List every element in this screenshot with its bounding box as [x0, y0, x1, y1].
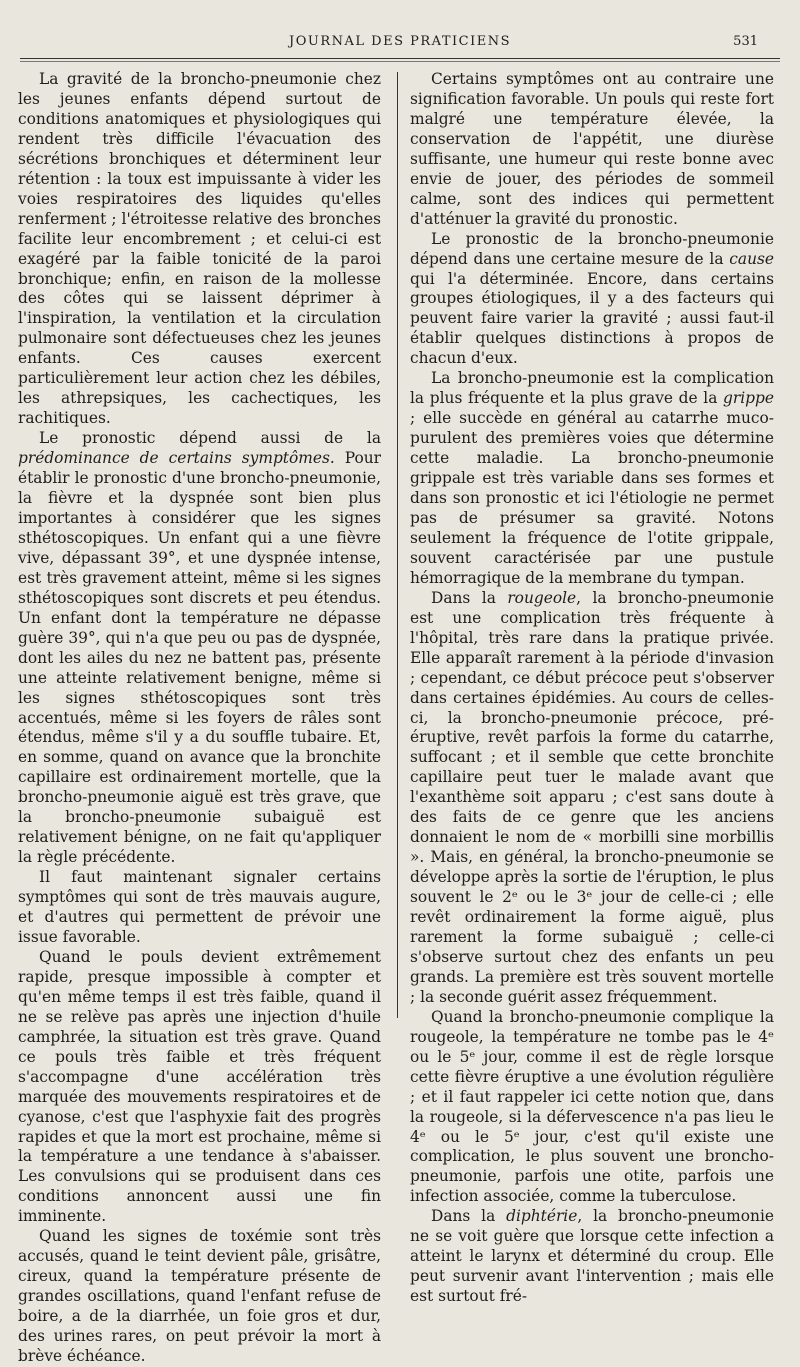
paragraph: [410, 230, 774, 370]
text-run: Quand les signes de toxémie sont très accusés, quand le teint devient pâle, grisâtre, cireux, quand la température présente de grandes oscillations, quand l'enfant refuse de boire, a de la diarrhée, un foie gros et dur, des urines rares, on peut prévoir la mort à brève échéance.: [18, 1227, 381, 1365]
header-rule: [20, 58, 780, 62]
paragraph: [410, 369, 774, 588]
right-column: [410, 70, 774, 1307]
text-run: Dans la: [431, 1207, 507, 1226]
paragraph: [18, 70, 381, 429]
text-run: La gravité de la broncho-pneumonie chez les jeunes enfants dépend surtout de conditions anatomiques et physiologiques qui rendent très difficile l'évacuation des sécrétions bronchiques et déterminent leur rétention : la toux est impuissante à vider les voies respiratoires des liquides qu'elles renferment ; l'étroitesse relative des bronches facilite leur encombrement ; et celui-ci est exagéré par la faible tonicité de la paroi bronchique; enfin, en raison de la mollesse des côtes qui se laissent déprimer à l'inspiration, la ventilation et la circulation pulmonaire sont défectueuses chez les jeunes enfants. Ces causes exercent particulièrement leur action chez les débiles, les athrepsiques, les cachectiques, les rachitiques.: [18, 70, 381, 428]
text-run: Quand la broncho-pneumonie complique la rougeole, la température ne tombe pas le 4ᵉ ou le 5ᵉ jour, comme il est de règle lorsque cette fièvre éruptive a une évolution régulière ; et il faut rappeler ici cette notion que, dans la rougeole, si la défervescence n'a pas lieu le 4ᵉ ou le 5ᵉ jour, c'est qu'il existe une complication, le plus souvent une broncho-pneumonie, parfois une otite, parfois une infection associée, comme la tuberculose.: [410, 1007, 774, 1206]
paragraph: [410, 589, 774, 1008]
text-run: , la broncho-pneumonie ne se voit guère que lorsque cette infection a atteint le larynx et déterminé du croup. Elle peut survenir avant l'intervention ; mais elle est surtout fré-: [410, 1207, 774, 1306]
italic-text: cause: [729, 249, 774, 268]
text-run: La broncho-pneumonie est la complication la plus fréquente et la plus grave de la: [410, 369, 774, 408]
text-run: Quand le pouls devient extrêmement rapide, presque impossible à compter et qu'en même temps il est très faible, quand il ne se relève pas après une injection d'huile camphrée, la situation est très grave. Quand ce pouls très faible et très fréquent s'accompagne d'une accélération très marquée des mouvements respiratoires et de cyanose, c'est que l'asphyxie fait des progrès rapides et que la mort est prochaine, même si la température a une tendance à s'abaisser. Les convulsions qui se produisent dans ces conditions annoncent aussi une fin imminente.: [18, 947, 381, 1226]
page-number: 531: [733, 34, 758, 49]
text-run: Certains symptômes ont au contraire une signification favorable. Un pouls qui reste fort malgré une température élevée, la conservation de l'appétit, une diurèse suffisante, une humeur qui reste bonne avec envie de jouer, des périodes de sommeil calme, sont des indices qui permettent d'atténuer la gravité du pronostic.: [410, 70, 774, 228]
paragraph: [410, 70, 774, 230]
text-run: Le pronostic dépend aussi de la: [39, 429, 381, 448]
text-run: ; elle succède en général au catarrhe muco-purulent des premières voies que détermine cette maladie. La broncho-pneumonie grippale est très variable dans ses formes et dans son pronostic et ici l'étiologie ne permet pas de présumer sa gravité. Notons seulement la fréquence de l'otite grippale, souvent caractérisée par une pustule hémorragique de la membrane du tympan.: [410, 409, 774, 587]
paragraph: [410, 1207, 774, 1307]
text-run: Le pronostic de la broncho-pneumonie dépend dans une certaine mesure de la: [410, 229, 774, 268]
paragraph: [18, 1227, 381, 1367]
paragraph: [18, 948, 381, 1227]
left-column: [18, 70, 381, 1367]
text-run: Il faut maintenant signaler certains symptômes qui sont de très mauvais augure, et d'autres qui permettent de prévoir une issue favorable.: [18, 868, 381, 946]
text-run: . Pour établir le pronostic d'une broncho-pneumonie, la fièvre et la dyspnée sont bien plus importantes à considérer que les signes sthétoscopiques. Un enfant qui a une fièvre vive, dépassant 39°, et une dyspnée intense, est très gravement atteint, même si les signes sthétoscopiques sont discrets et peu étendus. Un enfant dont la température ne dépasse guère 39°, qui n'a que peu ou pas de dyspnée, dont les ailes du nez ne battent pas, présente une atteinte relativement benigne, même si les signes sthétoscopiques sont très accentués, même si les foyers de râles sont étendus, même s'il y a du souffle tubaire. Et, en somme, quand on avance que la bronchite capillaire est ordinairement mortelle, que la broncho-pneumonie aiguë est très grave, que la broncho-pneumonie subaiguë est relativement bénigne, on ne fait qu'appliquer la règle précédente.: [18, 449, 381, 867]
paragraph: [18, 868, 381, 948]
italic-text: prédominance de certains symptômes: [18, 449, 330, 468]
text-run: qui l'a déterminée. Encore, dans certains groupes étiologiques, il y a des facteurs qui peuvent faire varier la gravité ; aussi faut-il établir quelques distinctions à propos de chacun d'eux.: [410, 269, 774, 368]
page-header: [20, 34, 780, 56]
column-divider: [397, 72, 398, 1018]
text-run: Dans la: [431, 588, 508, 607]
italic-text: rougeole: [507, 588, 577, 607]
text-run: , la broncho-pneumonie est une complication très fréquente à l'hôpital, très rare dans la pratique privée. Elle apparaît rarement à la période d'invasion ; cependant, ce début précoce peut s'observer dans certaines épidémies. Au cours de celles-ci, la broncho-pneumonie précoce, pré-éruptive, revêt parfois la forme du catarrhe, suffocant ; et il semble que cette bronchite capillaire peut tuer le malade avant que l'exanthème soit apparu ; c'est sans doute à des faits de ce genre que les anciens donnaient le nom de « morbilli sine morbillis ». Mais, en général, la broncho-pneumonie se développe après la sortie de l'éruption, le plus souvent le 2ᵉ ou le 3ᵉ jour de celle-ci ; elle revêt ordinairement la forme aiguë, plus rarement la forme subaiguë ; celle-ci s'observe surtout chez des enfants un peu grands. La première est très souvent mortelle ; la seconde guérit assez fréquemment.: [410, 588, 774, 1006]
paragraph: [410, 1008, 774, 1208]
italic-text: grippe: [723, 389, 774, 408]
running-title: JOURNAL DES PRATICIENS: [289, 34, 511, 49]
paragraph: [18, 429, 381, 868]
italic-text: diphtérie: [506, 1207, 578, 1226]
